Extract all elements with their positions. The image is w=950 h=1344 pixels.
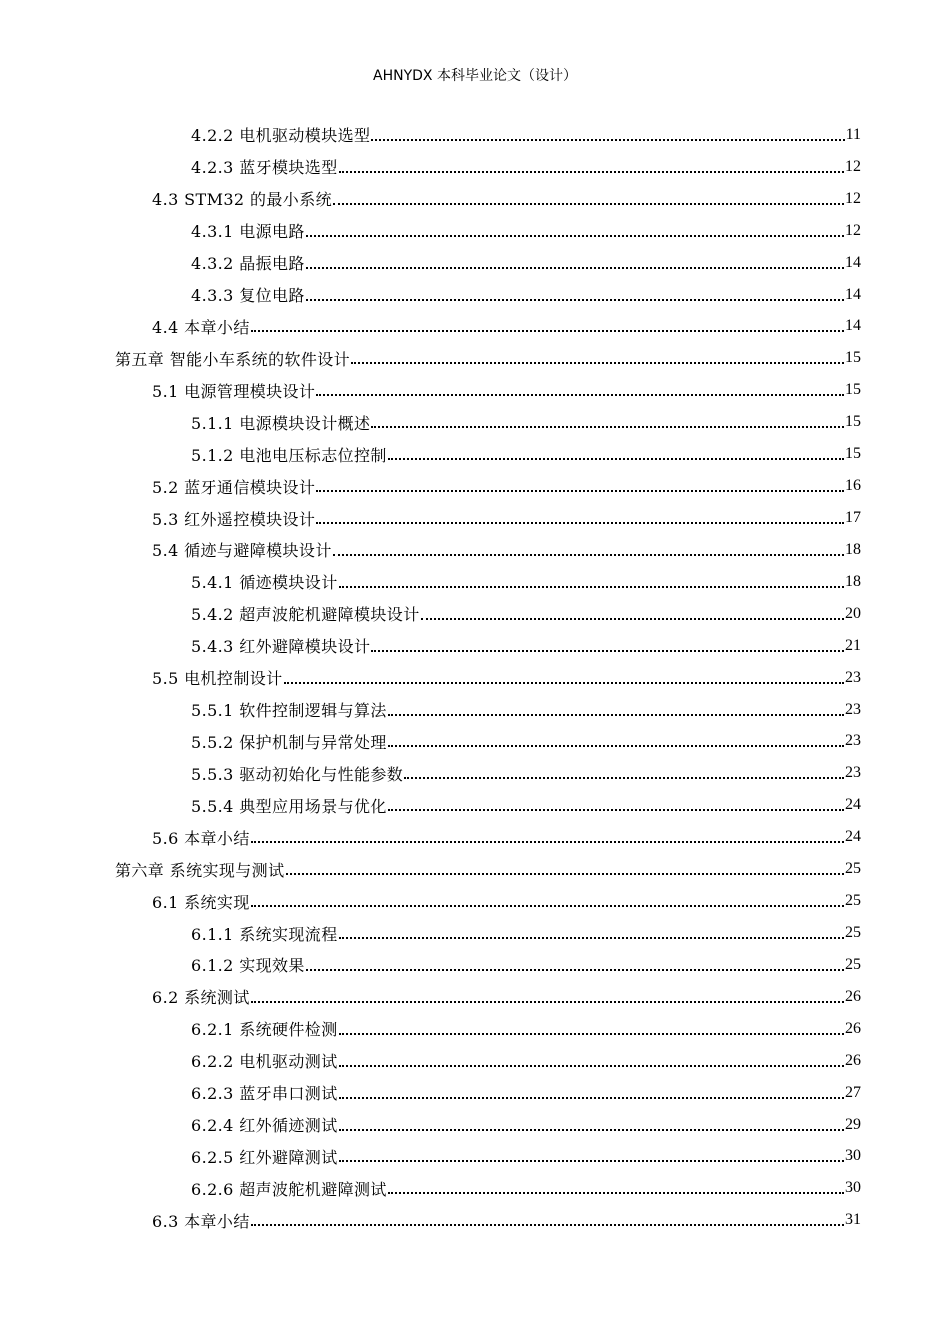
toc-dot-leader — [339, 1081, 844, 1099]
toc-entry-label: 5.1.2 电池电压标志位控制 — [191, 445, 387, 465]
toc-entry[interactable] — [115, 566, 861, 598]
toc-dot-leader — [306, 251, 844, 269]
toc-entry[interactable] — [115, 1109, 861, 1141]
toc-entry[interactable] — [115, 981, 861, 1013]
toc-entry-page-number: 26 — [845, 1051, 861, 1069]
toc-entry-label: 5.5.2 保护机制与异常处理 — [191, 732, 387, 752]
toc-entry-label: 第六章 系统实现与测试 — [115, 860, 285, 880]
toc-entry-page-number: 24 — [845, 796, 861, 814]
toc-dot-leader — [251, 1208, 844, 1226]
toc-entry[interactable] — [115, 1172, 861, 1204]
toc-entry-label: 5.5.4 典型应用场景与优化 — [191, 796, 387, 816]
toc-entry-label: 6.2.2 电机驱动测试 — [191, 1052, 338, 1072]
toc-dot-leader — [371, 634, 844, 652]
toc-dot-leader — [371, 123, 844, 141]
toc-dot-leader — [388, 793, 844, 811]
toc-dot-leader — [388, 729, 844, 747]
toc-entry[interactable] — [115, 853, 861, 885]
toc-entry-label: 5.6 本章小结 — [152, 828, 250, 848]
toc-entry-page-number: 11 — [845, 125, 861, 143]
toc-entry-page-number: 25 — [845, 955, 861, 973]
toc-dot-leader — [333, 187, 844, 205]
toc-entry[interactable] — [115, 885, 861, 917]
toc-entry-label: 5.5.1 软件控制逻辑与算法 — [191, 701, 387, 721]
toc-entry-page-number: 18 — [845, 540, 861, 558]
toc-entry-label: 4.3 STM32 的最小系统 — [152, 190, 332, 210]
toc-entry-page-number: 21 — [845, 636, 861, 654]
toc-dot-leader — [339, 155, 844, 173]
toc-entry-label: 4.4 本章小结 — [152, 317, 250, 337]
toc-entry-page-number: 30 — [845, 1179, 861, 1197]
toc-entry-label: 4.2.3 蓝牙模块选型 — [191, 158, 338, 178]
toc-entry[interactable] — [115, 311, 861, 343]
toc-dot-leader — [421, 602, 844, 620]
toc-entry-page-number: 14 — [845, 317, 861, 335]
toc-entry[interactable] — [115, 1204, 861, 1236]
toc-entry-label: 6.1.2 实现效果 — [191, 956, 305, 976]
toc-dot-leader — [251, 825, 844, 843]
page-header: AHNYDX 本科毕业论文（设计） — [373, 68, 577, 84]
toc-entry-label: 6.1 系统实现 — [152, 892, 250, 912]
toc-entry-label: 6.2.1 系统硬件检测 — [191, 1020, 338, 1040]
toc-entry[interactable] — [115, 119, 861, 151]
toc-dot-leader — [339, 1113, 844, 1131]
toc-entry-page-number: 17 — [845, 509, 861, 527]
toc-entry[interactable] — [115, 598, 861, 630]
toc-entry-label: 6.3 本章小结 — [152, 1211, 250, 1231]
toc-entry-label: 5.4.2 超声波舵机避障模块设计 — [191, 605, 420, 625]
toc-entry[interactable] — [115, 502, 861, 534]
toc-entry[interactable] — [115, 757, 861, 789]
toc-entry[interactable] — [115, 630, 861, 662]
toc-dot-leader — [388, 442, 844, 460]
toc-entry-page-number: 25 — [845, 924, 861, 941]
toc-dot-leader — [251, 985, 844, 1003]
toc-entry-label: 5.2 蓝牙通信模块设计 — [152, 477, 316, 497]
toc-entry-label: 5.5.3 驱动初始化与性能参数 — [191, 764, 404, 784]
toc-entry-label: 5.1 电源管理模块设计 — [152, 381, 316, 401]
toc-entry-page-number: 25 — [845, 860, 861, 878]
toc-entry[interactable] — [115, 183, 861, 215]
toc-entry[interactable] — [115, 247, 861, 279]
toc-entry-page-number: 30 — [845, 1147, 861, 1165]
toc-entry-page-number: 18 — [845, 572, 861, 590]
toc-entry-page-number: 15 — [845, 445, 861, 463]
toc-entry-page-number: 16 — [845, 477, 861, 495]
toc-entry-label: 6.1.1 系统实现流程 — [191, 924, 338, 944]
toc-entry[interactable] — [115, 534, 861, 566]
toc-dot-leader — [284, 666, 844, 684]
toc-entry-label: 5.4 循迹与避障模块设计 — [152, 541, 332, 561]
toc-entry-label: 6.2.3 蓝牙串口测试 — [191, 1084, 338, 1104]
toc-entry-label: 4.3.2 晶振电路 — [191, 254, 305, 274]
toc-entry-label: 5.3 红外遥控模块设计 — [152, 509, 316, 529]
toc-dot-leader — [339, 1049, 844, 1067]
toc-dot-leader — [339, 1017, 844, 1035]
toc-dot-leader — [306, 219, 844, 237]
toc-entry-page-number: 20 — [845, 604, 861, 622]
toc-entry-page-number: 14 — [845, 253, 861, 271]
toc-entry-label: 6.2.4 红外循迹测试 — [191, 1116, 338, 1136]
toc-entry-label: 第五章 智能小车系统的软件设计 — [115, 349, 351, 369]
toc-entry-label: 5.4.1 循迹模块设计 — [191, 573, 338, 593]
table-of-contents — [115, 119, 861, 1236]
toc-entry[interactable] — [115, 342, 861, 374]
toc-entry-label: 6.2 系统测试 — [152, 988, 250, 1008]
toc-entry-page-number: 12 — [845, 221, 861, 239]
toc-entry[interactable] — [115, 917, 861, 949]
toc-entry[interactable] — [115, 215, 861, 247]
toc-entry-page-number: 23 — [845, 700, 861, 718]
toc-entry[interactable] — [115, 279, 861, 311]
toc-entry-page-number: 14 — [845, 285, 861, 303]
toc-dot-leader — [251, 889, 844, 907]
toc-dot-leader — [316, 378, 844, 396]
toc-dot-leader — [306, 283, 844, 301]
toc-entry-label: 5.1.1 电源模块设计概述 — [191, 413, 371, 433]
toc-entry-page-number: 12 — [845, 157, 861, 175]
toc-entry[interactable] — [115, 470, 861, 502]
toc-entry[interactable] — [115, 789, 861, 821]
toc-entry-page-number: 15 — [845, 349, 861, 367]
toc-entry-page-number: 29 — [845, 1115, 861, 1133]
toc-entry-page-number: 15 — [845, 413, 861, 431]
toc-entry[interactable] — [115, 662, 861, 694]
toc-dot-leader — [306, 953, 844, 971]
toc-entry[interactable] — [115, 821, 861, 853]
toc-entry[interactable] — [115, 694, 861, 726]
toc-dot-leader — [339, 921, 844, 939]
toc-dot-leader — [316, 474, 844, 492]
toc-entry[interactable] — [115, 1077, 861, 1109]
toc-entry[interactable] — [115, 949, 861, 981]
toc-dot-leader — [351, 346, 844, 364]
toc-entry-label: 4.3.1 电源电路 — [191, 222, 305, 242]
toc-entry-label: 6.2.5 红外避障测试 — [191, 1147, 338, 1167]
toc-dot-leader — [371, 410, 844, 428]
toc-entry-page-number: 23 — [845, 732, 861, 750]
toc-entry-page-number: 23 — [845, 668, 861, 686]
toc-entry-page-number: 15 — [845, 381, 861, 399]
toc-entry[interactable] — [115, 438, 861, 470]
toc-dot-leader — [251, 314, 844, 332]
toc-dot-leader — [333, 538, 844, 556]
toc-entry-page-number: 26 — [845, 1019, 861, 1037]
toc-entry[interactable] — [115, 1013, 861, 1045]
toc-entry[interactable] — [115, 1045, 861, 1077]
toc-entry-page-number: 27 — [845, 1083, 861, 1101]
toc-entry-label: 5.4.3 红外避障模块设计 — [191, 637, 371, 657]
toc-entry-page-number: 31 — [845, 1211, 861, 1229]
toc-entry-page-number: 12 — [845, 189, 861, 207]
toc-entry-page-number: 25 — [845, 892, 861, 910]
toc-entry-label: 5.5 电机控制设计 — [152, 669, 283, 689]
toc-entry[interactable] — [115, 374, 861, 406]
toc-entry[interactable] — [115, 726, 861, 758]
toc-entry[interactable] — [115, 1141, 861, 1173]
toc-dot-leader — [339, 570, 844, 588]
toc-entry[interactable] — [115, 406, 861, 438]
toc-entry-page-number: 23 — [845, 764, 861, 782]
toc-dot-leader — [316, 506, 844, 524]
toc-dot-leader — [286, 857, 845, 875]
toc-entry[interactable] — [115, 151, 861, 183]
toc-entry-page-number: 26 — [845, 987, 861, 1005]
toc-dot-leader — [404, 761, 844, 779]
toc-entry-label: 4.2.2 电机驱动模块选型 — [191, 126, 371, 146]
toc-entry-label: 6.2.6 超声波舵机避障测试 — [191, 1179, 387, 1199]
toc-dot-leader — [388, 1176, 844, 1194]
toc-entry-label: 4.3.3 复位电路 — [191, 286, 305, 306]
toc-entry-page-number: 24 — [845, 828, 861, 846]
toc-dot-leader — [388, 698, 844, 716]
toc-dot-leader — [339, 1144, 844, 1162]
